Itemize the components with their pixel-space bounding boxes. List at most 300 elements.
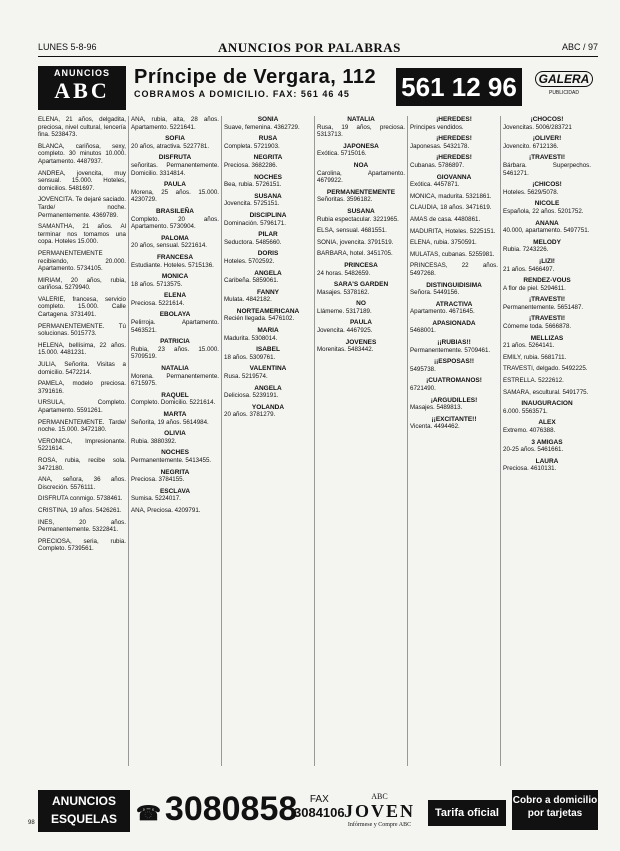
classified-ad (410, 320, 498, 335)
ad-text: Apartamento. 4671645. (410, 308, 475, 316)
classified-ad (410, 193, 498, 201)
ad-heading: ELENA (163, 292, 187, 300)
ad-text: Masajes. 5378162. (317, 288, 370, 296)
ad-text: Jovencitas. 5006/283721 (503, 123, 572, 131)
ad-text: ELSA, sensual. 4681551. (317, 227, 387, 235)
classified-ad (38, 196, 126, 219)
classified-ad (224, 154, 312, 169)
classified-ad (131, 365, 219, 388)
ad-text: Estudiante. Hoteles. 5715136. (131, 261, 214, 269)
ad-heading: MARIA (257, 327, 279, 335)
classified-ad (503, 181, 591, 196)
classified-ad (131, 154, 219, 177)
ad-text: Carolina, Apartamento. 4679922. (317, 169, 405, 185)
classified-ad (503, 135, 591, 150)
ad-heading: ESCLAVA (159, 487, 191, 495)
classified-ad (503, 389, 591, 397)
column-divider (407, 116, 408, 766)
ad-text: Principes vendidos. (410, 123, 464, 131)
footer-phone-number: 3080858 (164, 790, 298, 828)
ad-text: Vicenta. 4494462. (410, 423, 460, 431)
ad-text: Señora. 5449156. (410, 289, 460, 297)
classified-ad (410, 301, 498, 316)
classified-ad (224, 385, 312, 400)
ad-heading: PAULA (164, 181, 186, 189)
ad-heading: NORTEAMERICANA (236, 307, 300, 315)
ad-heading: APASIONADA (432, 319, 476, 327)
ad-text: señoritas. Permanentemente. Domicilio. 3314814. (131, 161, 219, 177)
anuncios-abc-logo (38, 66, 126, 110)
classified-ad (503, 315, 591, 330)
ad-text: Preciosa. 4610131. (503, 465, 557, 473)
classified-ad (317, 339, 405, 354)
classified-ad (224, 308, 312, 323)
ad-heading: FANNY (256, 288, 280, 296)
classified-ad (503, 258, 591, 273)
classified-ad (224, 404, 312, 419)
ad-heading: ¡TRAVESTI! (529, 154, 565, 162)
ad-text: Sumisa. 5224017. (131, 495, 181, 503)
ad-text: Bea, rubia. 5726151. (224, 181, 282, 189)
ad-text: TRAVESTI, delgado. 5492225. (503, 365, 588, 373)
ad-heading: NEGRITA (160, 468, 190, 476)
ad-heading: NICOLE (534, 200, 560, 208)
ad-text: Señorita, 19 años. 5614984. (131, 418, 209, 426)
ad-heading: ¡TRAVESTI! (529, 296, 565, 304)
ad-text: MONICA, madurita. 5321861. (410, 192, 492, 200)
ad-text: SAMANTHA, 21 años. Al terminar nos tomamos una copa. Hoteles 15.000. (38, 223, 126, 246)
classified-ad (131, 430, 219, 445)
classified-ad (131, 469, 219, 484)
ad-heading: SUSANA (254, 192, 282, 200)
classified-ad (224, 346, 312, 361)
classified-ad (410, 228, 498, 236)
ad-text: Rubia, 23 años. 15.000. 5709519. (131, 345, 219, 361)
ad-text: Deliciosa. 5239191. (224, 392, 279, 400)
ad-heading: NATALIA (161, 365, 189, 373)
classified-ad (131, 311, 219, 334)
ad-heading: PRINCESA (344, 261, 378, 269)
ad-heading: ¡¡EXCITANTE!! (431, 415, 477, 423)
ad-heading: OLIVIA (164, 430, 186, 438)
classified-ad (224, 270, 312, 285)
ad-text: BARBARA, hotel. 3451705. (317, 250, 393, 258)
ad-heading: NO (356, 300, 366, 308)
ad-heading: ¡TRAVESTI! (529, 315, 565, 323)
ad-heading: YOLANDA (251, 403, 285, 411)
classified-ad (317, 116, 405, 139)
ad-text: INES, 20 años. Permanentemente. 5322841. (38, 518, 126, 534)
classified-ad (410, 154, 498, 169)
issue-date: LUNES 5-8-96 (38, 42, 97, 52)
ad-heading: ¡HEREDES! (436, 154, 472, 162)
classified-ad (317, 239, 405, 247)
ad-text: ANA, rubia, alta, 28 años. Apartamento. 5221641. (131, 116, 219, 131)
ad-text: ELENA, 21 años, delgadita, preciosa, nivel cultural, lencería fina. 5238473. (38, 116, 126, 139)
ad-heading: DISFRUTA (158, 154, 192, 162)
classified-ad (38, 250, 126, 273)
galera-logo (530, 70, 598, 106)
classified-ad (410, 262, 498, 277)
ad-heading: RAQUEL (161, 391, 189, 399)
classified-ad (503, 419, 591, 434)
classified-ad (38, 495, 126, 503)
ad-text: PERMANENTEMENTE recibiendo, 20.000. Apartamento. 5734105. (38, 249, 126, 273)
ad-text: Pelirroja. Apartamento. 5463521. (131, 319, 219, 334)
ad-heading: EBOLAYA (159, 311, 191, 319)
column-divider (221, 116, 222, 766)
classified-ad (131, 235, 219, 250)
ad-text: Cómeme toda. 5666878. (503, 323, 572, 331)
ad-text: 20 años, sensual. 5221614. (131, 242, 208, 250)
classified-ad (38, 323, 126, 338)
ad-text: Suave, femenina. 4362729. (224, 123, 300, 131)
ad-text: MADURITA, Hoteles. 5225151. (410, 227, 496, 235)
ad-text: Preciosa. 5221614. (131, 299, 185, 307)
classified-ad (38, 342, 126, 357)
classified-ad (131, 254, 219, 269)
esquelas-line-2: ESQUELAS (50, 812, 117, 826)
ad-text: ESTRELLA. 5222612. (503, 377, 564, 385)
ad-text: Completo. Domicilio. 5221614. (131, 399, 216, 407)
ad-text: 5468001. (410, 327, 436, 335)
abc-joven-logo (344, 792, 415, 828)
classified-ad (38, 538, 126, 553)
ad-heading: ¡OLIVER! (532, 135, 562, 143)
anuncios-esquelas-box (38, 790, 130, 832)
classified-ad (224, 289, 312, 304)
ad-heading: ¡HEREDES! (436, 135, 472, 143)
ad-text: Jovencita. 4467925. (317, 327, 373, 335)
classified-ad (317, 319, 405, 334)
classified-ad (410, 251, 498, 259)
header-rule (38, 56, 598, 57)
classified-ad (131, 488, 219, 503)
classified-ad (38, 116, 126, 139)
ad-text: AMAS de casa. 4480861. (410, 215, 481, 223)
classified-ad (224, 116, 312, 131)
ad-heading: GIOVANNA (436, 173, 472, 181)
ad-heading: VALENTINA (249, 365, 287, 373)
ad-text: PERMANENTEMENTE. Tú solucionas. 5015773. (38, 322, 126, 338)
joven-top: ABC (371, 792, 388, 801)
ad-heading: ¡CHICOS! (532, 181, 562, 189)
galera-name: GALERA (535, 71, 594, 87)
ad-heading: DORIS (257, 250, 279, 258)
ad-text: Rusa, 19 años, preciosa. 5313713. (317, 123, 405, 139)
classified-ad (38, 507, 126, 515)
ad-text: URSULA, Completo. Apartamento. 5591261. (38, 399, 126, 414)
classified-ad (224, 135, 312, 150)
classified-ad (317, 262, 405, 277)
collect-line: COBRAMOS A DOMICILIO. FAX: 561 46 45 (134, 89, 350, 99)
ad-heading: ¡¡ESPOSAS!! (433, 358, 475, 366)
section-title: ANUNCIOS POR PALABRAS (218, 40, 401, 55)
classified-ad (410, 204, 498, 212)
ad-heading: ANANA (535, 219, 559, 227)
joven-title: JOVEN (344, 801, 416, 821)
ad-heading: MARTA (163, 411, 187, 418)
ad-text: Exótica. 5715016. (317, 150, 367, 158)
ad-text: HELENA, bellísima, 22 años. 15.000. 4481231. (38, 341, 126, 357)
ad-heading: JOVENES (345, 338, 377, 346)
ad-text: Rusa. 5219574. (224, 373, 268, 381)
ad-text: Española, 22 años. 5201752. (503, 207, 584, 215)
ad-heading: NATALIA (347, 116, 375, 123)
ad-text: 6721490. (410, 385, 436, 393)
ad-heading: MELODY (533, 238, 561, 246)
ad-text: Jovencito. 6712136. (503, 142, 559, 150)
ad-text: JOVENCITA. Te dejaré saciado. Tarde/ noche. Permanentemente. 4369789. (38, 196, 126, 219)
classified-ad (224, 365, 312, 380)
ad-text: PRINCESAS, 22 años. 5497268. (410, 262, 498, 277)
classified-ad (131, 135, 219, 150)
classified-ad (410, 416, 498, 431)
ad-text: JULIA, Señorita. Visitas a domicilio. 5472214. (38, 361, 126, 376)
ad-text: Permanentemente. 5413455. (131, 456, 212, 464)
ad-text: Rubia espectacular. 3221965. (317, 215, 399, 223)
ad-text: Permanentemente. 5709461. (410, 346, 491, 354)
ad-heading: ISABEL (256, 346, 280, 354)
ad-heading: ¡HEREDES! (436, 116, 472, 123)
footer-phone (136, 790, 297, 829)
ad-heading: ¡¡RUBIAS!! (437, 339, 471, 347)
ad-text: MIRIAM, 20 años, rubia, cariñosa. 5279940. (38, 276, 126, 292)
classified-ad (224, 250, 312, 265)
ad-text: DISFRUTA conmigo. 5738461. (38, 495, 123, 503)
classified-ad (38, 170, 126, 193)
ad-text: 20-25 años. 5461661. (503, 446, 564, 454)
ad-heading: LAURA (535, 457, 559, 465)
ad-text: 21 años. 5264141. (503, 342, 555, 350)
banner-phone: 561 12 96 (396, 68, 522, 106)
ad-text: SAMARA, escultural. 5491775. (503, 388, 589, 396)
fax-number: 3084106 (294, 805, 345, 820)
ad-text: Rubia. 7243226. (503, 246, 549, 254)
ad-heading: ¡CHOCOS! (530, 116, 564, 123)
ad-text: CLAUDIA, 18 años. 3471619. (410, 204, 492, 212)
classified-ad (317, 281, 405, 296)
classified-ad (410, 135, 498, 150)
ad-text: 21 años. 5466497. (503, 265, 555, 273)
classified-ad (224, 231, 312, 246)
classified-ad (503, 354, 591, 362)
ad-heading: NOCHES (161, 449, 189, 457)
classified-ad (131, 181, 219, 204)
ad-text: Madurita. 5308014. (224, 334, 278, 342)
ad-text: Mulata. 4842182. (224, 296, 272, 304)
esquelas-line-1: ANUNCIOS (51, 794, 116, 808)
classified-ad (38, 223, 126, 246)
classified-ad (410, 377, 498, 392)
classified-ad (131, 449, 219, 464)
office-address (134, 66, 376, 99)
classified-ad (317, 162, 405, 185)
classified-ad (38, 380, 126, 395)
ad-heading: PALOMA (161, 234, 189, 242)
ad-text: CRISTINA, 19 años. 5426261. (38, 506, 122, 514)
ad-text: EMILY, rubia. 5681711. (503, 353, 567, 361)
classified-ad (503, 365, 591, 373)
classified-ad (503, 458, 591, 473)
classified-ad (224, 193, 312, 208)
ad-text: Hoteles. 5702592. (224, 257, 275, 265)
ad-heading: PERMANENTEMENTE (326, 188, 396, 196)
classified-ad (131, 507, 219, 515)
ad-text: Hoteles. 5629/5078. (503, 188, 559, 196)
classified-ad (503, 277, 591, 292)
ad-heading: FRANCESA (156, 253, 194, 261)
classified-ad (38, 457, 126, 472)
ad-heading: DISCIPLINA (249, 211, 287, 219)
ad-column (224, 116, 312, 766)
ad-heading: BRASILEÑA (156, 207, 194, 215)
ad-text: 40.000, apartamento. 5497751. (503, 227, 590, 235)
ad-text: Preciosa. 3784155. (131, 476, 185, 484)
logo-main-text: ABC (54, 78, 110, 103)
classified-ad (503, 239, 591, 254)
ad-text: ROSA, rubia, recibe sola. 3472180. (38, 456, 126, 472)
ad-text: Recién llegada. 5476102. (224, 315, 295, 323)
classified-ad (410, 174, 498, 189)
column-divider (500, 116, 501, 766)
classified-ad (410, 358, 498, 373)
ad-heading: ALEX (538, 419, 556, 427)
joven-sub: Infórmese y Compre ABC (347, 822, 412, 828)
ad-text: Masajes. 5489813. (410, 404, 463, 412)
ad-text: Bárbara. Superpechos. 5461271. (503, 161, 591, 177)
ad-heading: ATRACTIVA (435, 300, 473, 308)
ad-text: ANA, señora, 36 años. Discreción. 5576111. (38, 476, 126, 491)
classified-ad (410, 216, 498, 224)
column-divider (128, 116, 129, 766)
classified-ad (38, 419, 126, 434)
page-header (38, 40, 598, 54)
ad-heading: SUSANA (347, 207, 375, 215)
ad-heading: MONICA (161, 273, 189, 281)
ad-text: 6.000. 5563571. (503, 407, 548, 415)
ad-heading: ¡ARGUDILLES! (430, 396, 478, 404)
ad-text: ANDREA, jovencita, muy sensual. 15.000. Hoteles, domicilios. 5481697. (38, 169, 126, 192)
ad-text: Cubanas. 5786897. (410, 161, 465, 169)
ad-heading: SOFIA (165, 135, 185, 143)
ad-heading: PATRICIA (160, 338, 190, 346)
ad-text: A flor de piel. 5294611. (503, 284, 566, 292)
ad-heading: RUSA (258, 135, 278, 143)
classified-ad (38, 361, 126, 376)
classified-ad (317, 189, 405, 204)
ad-heading: INAUGURACION (521, 400, 573, 408)
ad-text: Completa. 5721903. (224, 142, 280, 150)
classified-ad (38, 438, 126, 453)
classified-ad (131, 338, 219, 361)
ad-heading: ¡LIZI! (539, 257, 555, 265)
ad-text: VALERIE, francesa, servicio completo. 15.000. Calle Cartagena. 3731491. (38, 295, 126, 319)
ad-column (38, 116, 126, 766)
ad-text: 5495738. (410, 365, 436, 373)
ad-text: Jovencita. 5725151. (224, 200, 280, 208)
ad-text: Llámeme. 5317189. (317, 307, 372, 315)
folio: 98 (28, 820, 35, 826)
ad-heading: SONIA (257, 116, 279, 123)
ad-heading: MELLIZAS (530, 334, 564, 342)
ad-text: ANA, Preciosa. 4209791. (131, 506, 201, 514)
ad-text: Completo. 20 años. Apartamento. 5730904. (131, 215, 219, 231)
ad-heading: SARA'S GARDEN (333, 281, 389, 289)
ad-text: Morena, 25 años. 15.000. 4230729. (131, 188, 219, 204)
ad-heading: NEGRITA (253, 154, 283, 162)
ad-column (317, 116, 405, 766)
classified-ad (317, 208, 405, 223)
classified-ad (503, 296, 591, 311)
ad-text: 18 años. 5309761. (224, 353, 276, 361)
ad-heading: NOCHES (254, 173, 282, 181)
classified-ad (503, 116, 591, 131)
classified-ad (224, 212, 312, 227)
classified-ad (131, 208, 219, 231)
fax-label: FAX (309, 794, 329, 805)
classified-ad (317, 227, 405, 235)
ad-text: 20 años. 3781279. (224, 411, 276, 419)
classified-ad (131, 116, 219, 131)
classified-ad (410, 239, 498, 247)
classified-ad (38, 476, 126, 491)
ad-heading: PAULA (350, 319, 372, 327)
ad-text: Caribeña. 5859061. (224, 277, 279, 285)
classified-ad (38, 143, 126, 166)
classified-ad (38, 296, 126, 319)
tarifa-oficial-box: Tarifa oficial (428, 800, 506, 826)
ad-text: Permanentemente. 5651487. (503, 303, 584, 311)
ad-text: 24 horas. 5482659. (317, 269, 371, 277)
ad-text: Seductora. 5485660. (224, 238, 282, 246)
ad-column (410, 116, 498, 766)
classified-ad (131, 411, 219, 426)
classified-ad (224, 327, 312, 342)
cobro-domicilio-box: Cobro a domicilio por tarjetas (512, 790, 598, 830)
classified-ad (317, 300, 405, 315)
classified-ad (503, 154, 591, 177)
ad-text: SONIA, jovencita. 3791519. (317, 238, 394, 246)
ad-text: Morena. Permanentemente. 6715975. (131, 372, 219, 388)
classified-ad (38, 519, 126, 534)
classified-ad (410, 397, 498, 412)
classified-ad (503, 439, 591, 454)
ad-heading: ANGELA (254, 269, 282, 277)
classified-ad (38, 277, 126, 292)
classified-ad (410, 116, 498, 131)
ad-text: PERMANENTEMENTE. Tarde/ noche. 15.000. 3472180. (38, 418, 126, 434)
ad-text: VERONICA, Impresionante. 5221614. (38, 437, 126, 453)
ad-text: Extremo. 4076388. (503, 427, 556, 434)
ad-text: Preciosa. 3682286. (224, 161, 278, 169)
footer-bar (38, 790, 598, 834)
classified-ad (131, 292, 219, 307)
galera-sub: PUBLICIDAD (548, 90, 579, 96)
classified-ad (410, 339, 498, 354)
phone-icon: ☎ (136, 803, 161, 825)
ad-text: 20 años, atractiva. 5227781. (131, 142, 210, 150)
page-number: ABC / 97 (561, 42, 598, 52)
ad-heading: 3 AMIGAS (531, 438, 563, 446)
classified-ad (503, 200, 591, 215)
ad-text: Morenitas. 5483442. (317, 346, 374, 354)
ad-text: Dominación. 5796171. (224, 219, 286, 227)
ad-text: PAMELA, modelo preciosa. 3791616. (38, 380, 126, 395)
ad-heading: PILAR (258, 231, 278, 239)
address-line: Príncipe de Vergara, 112 (134, 66, 377, 88)
classified-ad (503, 400, 591, 415)
